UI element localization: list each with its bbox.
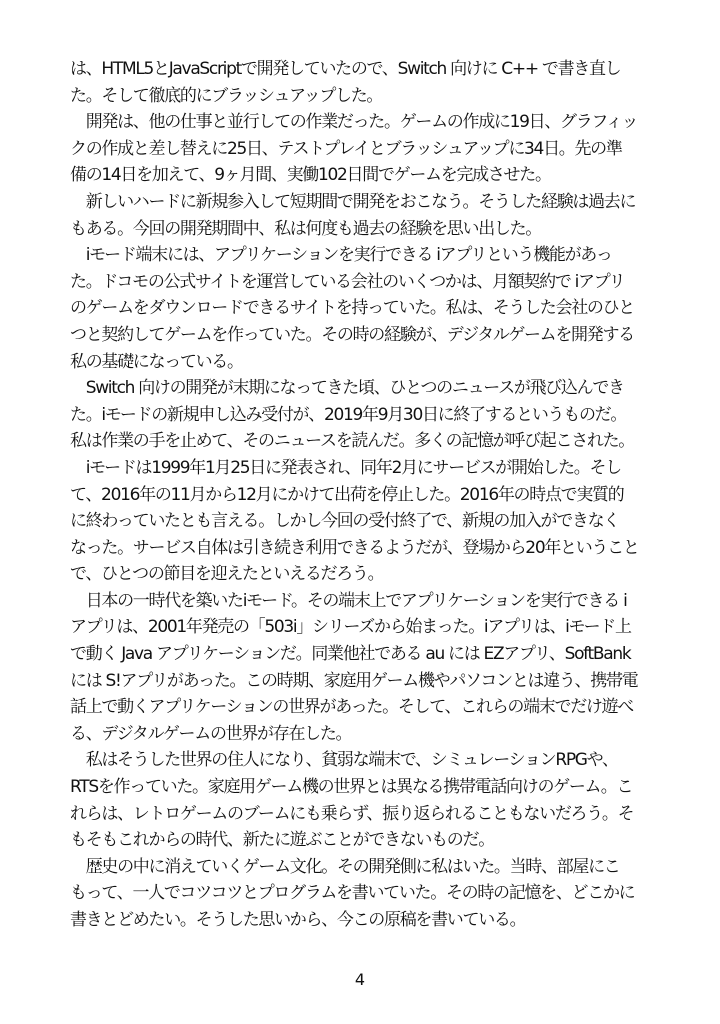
text-line: に終わっていたとも言える。しかし今回の受付終了で、新規の加入ができなく: [70, 511, 619, 532]
text-line: て、2016年の11月から12月にかけて出荷を停止した。2016年の時点で実質的: [70, 484, 624, 505]
text-line: 備の14日を加えて、9ヶ月間、実働102日間でゲームを完成させた。: [70, 165, 551, 186]
text-line: は、HTML5とJavaScriptで開発していたので、Switch 向けに C++ で書き直し: [70, 59, 621, 79]
text-line: 日本の一時代を築いたiモード。その端末上でアプリケーションを実行できる i: [70, 590, 627, 611]
text-line: で、ひとつの節目を迎えたといえるだろう。: [70, 564, 384, 585]
text-line: 私はそうした世界の住人になり、貧弱な端末で、シミュレーションRPGや、: [70, 750, 618, 771]
text-line: RTSを作っていた。家庭用ゲーム機の世界とは異なる携帯電話向けのゲーム。こ: [70, 777, 633, 798]
text-line: もある。今回の開発期間中、私は何度も過去の経験を思い出した。: [70, 218, 541, 239]
text-line: 新しいハードに新規参入して短期間で開発をおこなう。そうした経験は過去に: [70, 191, 636, 212]
text-line: る、デジタルゲームの世界が存在した。: [70, 723, 352, 744]
text-line: 私は作業の手を止めて、そのニュースを読んだ。多くの記憶が呼び起こされた。: [70, 431, 635, 452]
text-line: 書きとどめたい。そうした思いから、今この原稿を書いている。: [70, 910, 526, 930]
text-line: のゲームをダウンロードできるサイトを持っていた。私は、そうした会社のひと: [70, 298, 635, 319]
text-line: もそもこれからの時代、新たに遊ぶことができないものだ。: [70, 830, 494, 851]
text-line: 話上で動くアプリケーションの世界があった。そして、これらの端末でだけ遊べ: [70, 697, 633, 718]
text-line: 歴史の中に消えていくゲーム文化。その開発側に私はいた。当時、部屋にこ: [70, 856, 620, 877]
text-line: 私の基礎になっている。: [70, 351, 243, 372]
text-line: Switch 向けの開発が末期になってきた頃、ひとつのニュースが飛び込んでき: [70, 378, 624, 399]
text-line: つと契約してゲームを作っていた。その時の経験が、デジタルゲームを開発する: [70, 324, 634, 345]
document-body: [70, 56, 662, 934]
text-line: iモード端末には、アプリケーションを実行できる iアプリという機能があっ: [70, 245, 612, 266]
text-line: アプリは、2001年発売の「503i」シリーズから始まった。iアプリは、iモード上: [70, 617, 631, 638]
text-line: で動く Java アプリケーションだ。同業他社である au には EZアプリ、SoftBank: [70, 644, 631, 665]
text-line: クの作成と差し替えに25日、テストプレイとブラッシュアップに34日。先の準: [70, 138, 622, 159]
text-line: た。iモードの新規申し込み受付が、2019年9月30日に終了するというものだ。: [70, 404, 627, 425]
text-line: た。そして徹底的にブラッシュアップした。: [70, 85, 383, 106]
text-line: た。ドコモの公式サイトを運営している会社のいくつかは、月額契約で iアプリ: [70, 271, 625, 292]
text-line: iモードは1999年1月25日に発表され、同年2月にサービスが開始した。そし: [70, 457, 621, 478]
text-line: には S!アプリがあった。この時期、家庭用ゲーム機やパソコンとは違う、携帯電: [70, 670, 638, 691]
text-line: れらは、レトロゲームのブームにも乗らず、振り返られることもないだろう。そ: [70, 803, 634, 824]
page-number: 4: [354, 970, 366, 989]
text-line: なった。サービス自体は引き続き利用できるようだが、登場から20年ということ: [70, 537, 639, 558]
text-line: 開発は、他の仕事と並行しての作業だった。ゲームの作成に19日、グラフィッ: [70, 112, 638, 133]
text-line: もって、一人でコツコツとプログラムを書いていた。その時の記憶を、どこかに: [70, 883, 635, 904]
